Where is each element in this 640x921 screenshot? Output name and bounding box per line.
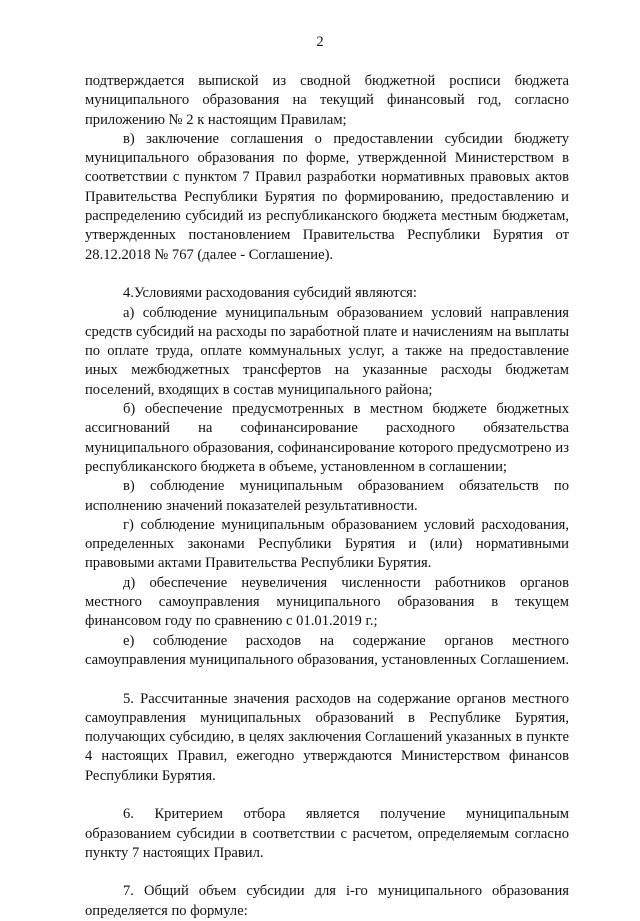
- paragraph-continuation: подтверждается выпиской из сводной бюджетной росписи бюджета муниципального образования на текущий финансовый год, согласно приложению № 2 к настоящим Правилам;: [85, 73, 569, 128]
- paragraph-item-a: а) соблюдение муниципальным образованием условий направления средств субсидий на расходы по заработной плате и начислениям на выплаты по оплате труда, оплате коммунальных услуг, а также на предоставление иных межбюджетных трансфертов на указанные расходы бюджетам поселений, входящих в состав муниципального района;: [85, 304, 569, 398]
- paragraph-section-4: 4.Условиями расходования субсидий являются:: [123, 285, 417, 302]
- page-number: 2: [316, 34, 324, 50]
- paragraph-item-b: б) обеспечение предусмотренных в местном бюджете бюджетных ассигнований на софинансирование расходного обязательства муниципального образования, софинансирование которого предусмотрено из республиканского бюджета в объеме, установленном в соглашении;: [85, 401, 569, 475]
- paragraph-item-v: в) заключение соглашения о предоставлении субсидии бюджету муниципального образования по форме, утвержденной Министерством в соответствии с пунктом 7 Правил разработки нормативных правовых актов Правительства Республики Бурятия по формированию, предоставлению и распределению субсидий из республиканского бюджета местным бюджетам, утвержденных постановлением Правительства Республики Бурятия от 28.12.2018 № 767 (далее - Соглашение).: [85, 130, 569, 263]
- paragraph-section-6: 6. Критерием отбора является получение муниципальным образованием субсидии в соответствии с расчетом, определяемым согласно пункту 7 настоящих Правил.: [85, 806, 569, 861]
- document-body: [85, 72, 569, 921]
- paragraph-section-7: 7. Общий объем субсидии для i-го муниципального образования определяется по формуле:: [85, 883, 569, 919]
- paragraph-item-e: е) соблюдение расходов на содержание органов местного самоуправления муниципального образования, установленных Соглашением.: [85, 632, 569, 668]
- paragraph-item-d: д) обеспечение неувеличения численности работников органов местного самоуправления муниципального образования в текущем финансовом году по сравнению с 01.01.2019 г.;: [85, 574, 569, 630]
- paragraph-item-v2: в) соблюдение муниципальным образованием обязательств по исполнению значений показателей результативности.: [85, 478, 569, 514]
- paragraph-section-5: 5. Рассчитанные значения расходов на содержание органов местного самоуправления муниципальных образований в Республике Бурятия, получающих субсидию, в целях заключения Соглашений указанных в пункте 4 настоящих Правил, ежегодно утверждаются Министерством финансов Республики Бурятия.: [85, 690, 569, 784]
- paragraph-item-g: г) соблюдение муниципальным образованием условий расходования, определенных законами Республики Бурятия и (или) нормативными правовыми актами Правительства Республики Бурятия.: [85, 516, 569, 572]
